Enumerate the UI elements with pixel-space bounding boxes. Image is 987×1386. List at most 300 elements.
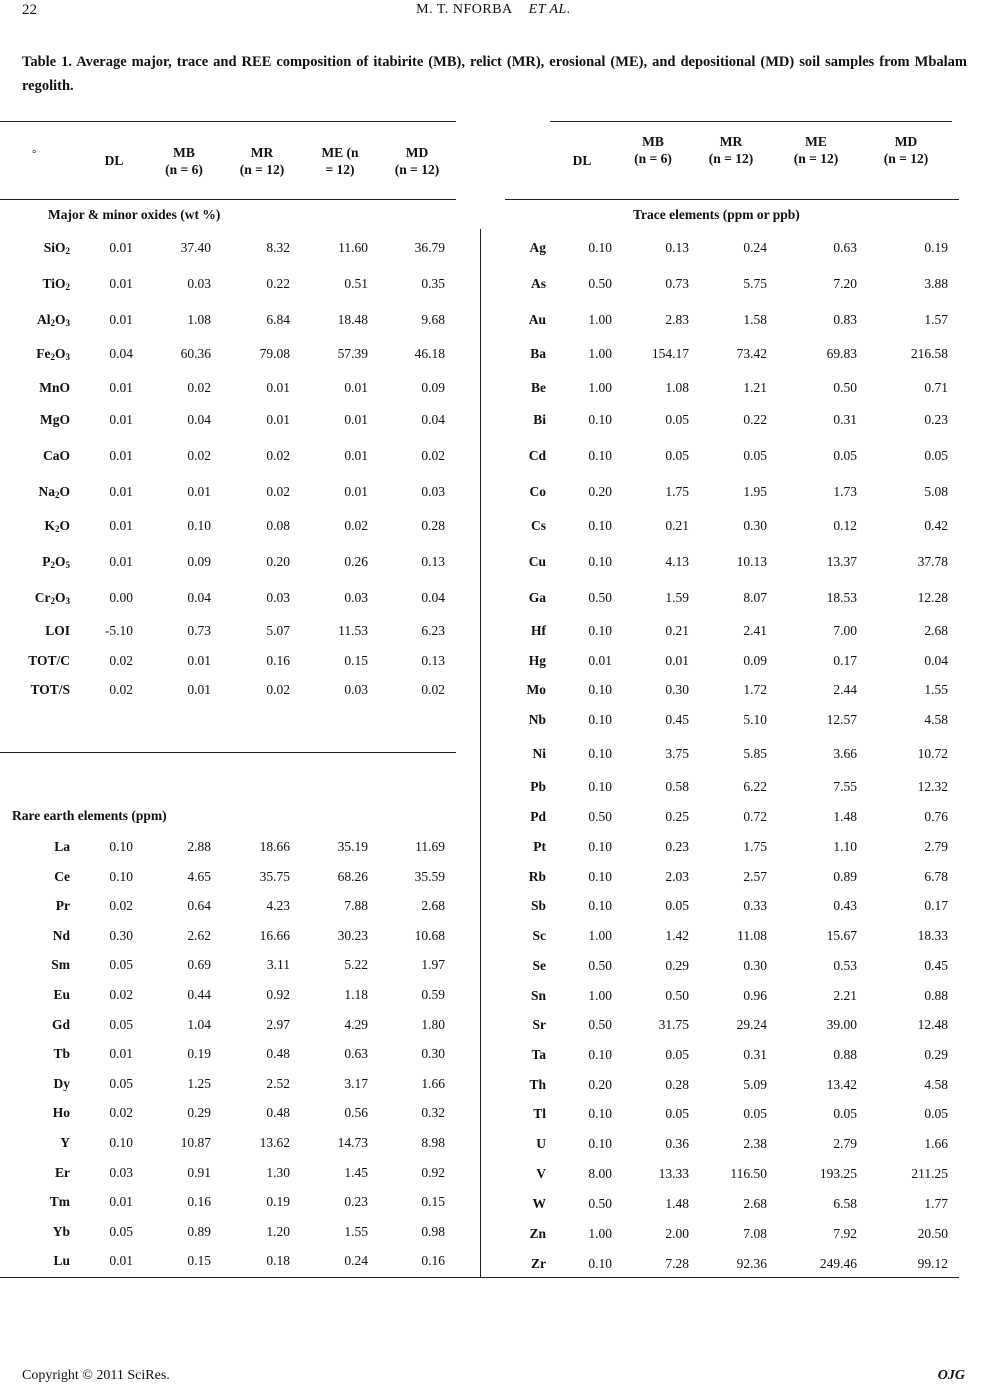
table-cell: 36.79	[414, 240, 445, 255]
row-label: Tm	[49, 1194, 70, 1209]
table-cell: 0.09	[743, 653, 767, 668]
table-cell: 0.16	[187, 1194, 211, 1209]
table-cell: 8.07	[743, 590, 767, 605]
table-cell: 6.23	[421, 623, 445, 638]
table-cell: 4.29	[344, 1017, 368, 1032]
table-cell: 7.20	[833, 276, 857, 291]
table-cell: 37.78	[917, 554, 948, 569]
table-cell: 1.00	[588, 312, 612, 327]
row-label: Sn	[530, 988, 546, 1003]
table-cell: 1.66	[421, 1076, 445, 1091]
table-cell: 0.56	[344, 1105, 368, 1120]
row-label: SiO$_2$	[43, 240, 70, 256]
row-label: Yb	[52, 1224, 70, 1239]
row-label: $K_2O$	[44, 518, 70, 534]
table-cell: 31.75	[658, 1017, 689, 1032]
table-cell: 3.17	[344, 1076, 368, 1091]
table-cell: 0.05	[109, 1224, 133, 1239]
table-cell: 0.50	[588, 1017, 612, 1032]
table-cell: 0.53	[833, 958, 857, 973]
table-cell: 0.10	[588, 779, 612, 794]
table-cell: 0.10	[588, 1136, 612, 1151]
table-cell: 12.48	[917, 1017, 948, 1032]
table-cell: 6.84	[266, 312, 290, 327]
table-cell: 0.43	[833, 898, 857, 913]
table-cell: 0.30	[109, 928, 133, 943]
table-cell: 2.83	[665, 312, 689, 327]
left-header-label: ME (n	[321, 145, 359, 160]
table-cell: 0.22	[266, 276, 290, 291]
running-header	[0, 2, 987, 18]
journal-abbrev: OJG	[937, 1368, 965, 1383]
table-cell: 0.15	[187, 1253, 211, 1268]
table-cell: 13.33	[658, 1166, 689, 1181]
table-cell: 0.42	[924, 518, 948, 533]
table-cell: 4.58	[924, 712, 948, 727]
table-cell: 0.73	[665, 276, 689, 291]
row-label: Dy	[53, 1076, 70, 1091]
table-cell: 1.18	[344, 987, 368, 1002]
table-cell: 2.97	[266, 1017, 290, 1032]
right-header-label: MB	[642, 134, 664, 149]
row-label: Be	[531, 380, 546, 395]
table-cell: 0.18	[266, 1253, 290, 1268]
table-cell: 0.01	[109, 412, 133, 427]
table-cell: 0.04	[421, 590, 445, 605]
table-cell: 0.05	[743, 448, 767, 463]
row-label: Pd	[530, 809, 546, 824]
table-cell: 0.03	[266, 590, 290, 605]
table-cell: 0.10	[588, 240, 612, 255]
table-cell: 0.09	[187, 554, 211, 569]
right-bottom-rule	[480, 1277, 959, 1278]
row-label: LOI	[45, 623, 70, 638]
table-cell: 7.08	[743, 1226, 767, 1241]
table-cell: 1.04	[187, 1017, 211, 1032]
table-cell: 1.55	[344, 1224, 368, 1239]
row-label: Rb	[528, 869, 546, 884]
table-cell: 6.58	[833, 1196, 857, 1211]
table-cell: 0.10	[588, 682, 612, 697]
right-top-rule	[550, 121, 952, 122]
left-header-4	[372, 144, 462, 178]
right-header-label: ME	[805, 134, 827, 149]
table-cell: 0.10	[588, 554, 612, 569]
table-cell: 2.79	[924, 839, 948, 854]
table-cell: 0.22	[743, 412, 767, 427]
table-cell: 0.21	[665, 518, 689, 533]
row-label: Tb	[53, 1046, 70, 1061]
row-label: Mo	[526, 682, 546, 697]
table-cell: 4.23	[266, 898, 290, 913]
table-cell: 0.05	[665, 448, 689, 463]
table-cell: 5.85	[743, 746, 767, 761]
table-cell: 2.68	[924, 623, 948, 638]
table-cell: 0.23	[665, 839, 689, 854]
row-label: $P_2O_5$	[42, 554, 70, 570]
table-cell: 0.01	[187, 682, 211, 697]
table-cell: 0.30	[743, 958, 767, 973]
table-cell: 0.01	[109, 1046, 133, 1061]
left-top-rule	[0, 121, 456, 122]
table-cell: 0.10	[588, 412, 612, 427]
table-cell: 0.17	[924, 898, 948, 913]
table-cell: 8.98	[421, 1135, 445, 1150]
corner-symbol: °	[32, 148, 37, 160]
table-cell: 0.13	[421, 653, 445, 668]
table-cell: 1.95	[743, 484, 767, 499]
row-label: Tl	[533, 1106, 546, 1121]
trace-row	[0, 958, 987, 978]
table-cell: 0.48	[266, 1046, 290, 1061]
table-cell: 0.63	[833, 240, 857, 255]
left-bottom-rule	[0, 1277, 480, 1278]
table-cell: 2.57	[743, 869, 767, 884]
table-cell: 13.62	[259, 1135, 290, 1150]
table-cell: 0.30	[665, 682, 689, 697]
row-label: Zn	[529, 1226, 546, 1241]
author-suffix: ET AL.	[528, 2, 571, 17]
left-header-2	[217, 144, 307, 178]
table-cell: 0.02	[109, 1105, 133, 1120]
table-cell: 0.05	[665, 1047, 689, 1062]
table-cell: 4.65	[187, 869, 211, 884]
right-header-label: MD	[894, 134, 918, 149]
table-cell: 2.38	[743, 1136, 767, 1151]
table-cell: 1.45	[344, 1165, 368, 1180]
trace-row	[0, 1226, 987, 1246]
table-cell: 2.21	[833, 988, 857, 1003]
trace-row	[0, 518, 987, 538]
table-cell: 1.72	[743, 682, 767, 697]
table-cell: 0.01	[266, 412, 290, 427]
table-cell: 0.45	[924, 958, 948, 973]
table-cell: 20.50	[917, 1226, 948, 1241]
trace-row	[0, 779, 987, 799]
table-cell: 0.88	[924, 988, 948, 1003]
row-label: Nb	[528, 712, 546, 727]
right-header-label: MR	[719, 134, 743, 149]
table-cell: 0.01	[187, 653, 211, 668]
table-cell: 73.42	[736, 346, 767, 361]
table-cell: 0.16	[421, 1253, 445, 1268]
row-label: Au	[528, 312, 546, 327]
table-cell: 9.68	[421, 312, 445, 327]
table-cell: 0.03	[187, 276, 211, 291]
table-cell: 0.92	[421, 1165, 445, 1180]
table-cell: 10.13	[736, 554, 767, 569]
table-cell: 0.05	[665, 898, 689, 913]
row-label: $Fe_2O_3$	[36, 346, 70, 362]
table-cell: 0.63	[344, 1046, 368, 1061]
table-cell: 0.44	[187, 987, 211, 1002]
table-cell: 0.15	[421, 1194, 445, 1209]
right-header-3	[771, 133, 861, 167]
table-cell: 0.03	[109, 1165, 133, 1180]
table-cell: 0.24	[743, 240, 767, 255]
table-cell: 0.29	[924, 1047, 948, 1062]
table-cell: 1.20	[266, 1224, 290, 1239]
row-label: Pb	[530, 779, 546, 794]
row-label: MgO	[40, 412, 70, 427]
table-cell: 0.20	[588, 484, 612, 499]
trace-row	[0, 928, 987, 948]
table-cell: 0.05	[833, 1106, 857, 1121]
table-cell: 1.97	[421, 957, 445, 972]
table-cell: 0.17	[833, 653, 857, 668]
table-cell: 5.09	[743, 1077, 767, 1092]
table-cell: 0.73	[187, 623, 211, 638]
copyright-notice: Copyright © 2011 SciRes.	[22, 1368, 170, 1383]
table-cell: 29.24	[736, 1017, 767, 1032]
table-cell: 116.50	[730, 1166, 767, 1181]
table-cell: 5.75	[743, 276, 767, 291]
table-cell: 7.28	[665, 1256, 689, 1271]
table-cell: 0.26	[344, 554, 368, 569]
table-cell: 1.10	[833, 839, 857, 854]
row-label: Ag	[529, 240, 546, 255]
left-header-label: DL	[104, 153, 124, 168]
trace-row	[0, 898, 987, 918]
row-label: Se	[532, 958, 546, 973]
table-cell: 0.32	[421, 1105, 445, 1120]
row-label: Sc	[532, 928, 546, 943]
table-cell: 57.39	[337, 346, 368, 361]
table-cell: 0.83	[833, 312, 857, 327]
row-label: Cd	[528, 448, 546, 463]
table-cell: 4.58	[924, 1077, 948, 1092]
table-cell: 0.31	[833, 412, 857, 427]
table-cell: 6.78	[924, 869, 948, 884]
table-cell: 1.73	[833, 484, 857, 499]
table-cell: 0.02	[421, 682, 445, 697]
table-cell: 2.68	[743, 1196, 767, 1211]
trace-row	[0, 1047, 987, 1067]
table-cell: 0.01	[266, 380, 290, 395]
table-cell: 2.00	[665, 1226, 689, 1241]
table-cell: 1.57	[924, 312, 948, 327]
table-cell: 0.01	[109, 518, 133, 533]
table-cell: 1.66	[924, 1136, 948, 1151]
table-cell: 0.29	[187, 1105, 211, 1120]
table-cell: 0.05	[924, 1106, 948, 1121]
table-cell: 0.58	[665, 779, 689, 794]
table-cell: 0.05	[665, 1106, 689, 1121]
trace-row	[0, 554, 987, 574]
trace-row	[0, 1136, 987, 1156]
table-cell: 0.10	[588, 869, 612, 884]
table-cell: 35.19	[337, 839, 368, 854]
row-label: U	[536, 1136, 546, 1151]
right-header-2	[686, 133, 776, 167]
table-cell: 0.71	[924, 380, 948, 395]
right-header-1	[608, 133, 698, 167]
table-cell: 0.50	[588, 1196, 612, 1211]
table-cell: 10.87	[180, 1135, 211, 1150]
trace-row	[0, 380, 987, 400]
table-cell: 0.10	[588, 1256, 612, 1271]
table-cell: 0.01	[344, 484, 368, 499]
trace-row	[0, 412, 987, 432]
trace-row	[0, 869, 987, 889]
table-cell: 5.08	[924, 484, 948, 499]
table-cell: 0.02	[266, 484, 290, 499]
table-cell: 0.05	[109, 957, 133, 972]
table-cell: 0.76	[924, 809, 948, 824]
table-cell: 0.01	[109, 380, 133, 395]
row-label: Lu	[53, 1253, 70, 1268]
table-cell: 0.10	[588, 839, 612, 854]
table-cell: 11.60	[338, 240, 368, 255]
table-cell: 68.26	[337, 869, 368, 884]
table-cell: 1.00	[588, 1226, 612, 1241]
table-cell: 0.02	[187, 448, 211, 463]
trace-row	[0, 1106, 987, 1126]
table-cell: 0.02	[187, 380, 211, 395]
table-cell: 0.03	[421, 484, 445, 499]
table-cell: 1.08	[187, 312, 211, 327]
row-label: Sb	[530, 898, 546, 913]
table-cell: 1.21	[743, 380, 767, 395]
table-cell: 18.48	[337, 312, 368, 327]
table-cell: 15.67	[826, 928, 857, 943]
row-label: Zr	[531, 1256, 546, 1271]
table-cell: 3.11	[266, 957, 290, 972]
table-cell: 249.46	[819, 1256, 857, 1271]
table-cell: 0.05	[924, 448, 948, 463]
table-cell: 0.01	[109, 554, 133, 569]
trace-row	[0, 712, 987, 732]
table-cell: 30.23	[337, 928, 368, 943]
table-cell: 1.00	[588, 988, 612, 1003]
table-cell: 1.00	[588, 380, 612, 395]
trace-row	[0, 1077, 987, 1097]
table-cell: 0.59	[421, 987, 445, 1002]
table-cell: 0.20	[588, 1077, 612, 1092]
row-label: W	[532, 1196, 546, 1211]
table-cell: 0.01	[109, 276, 133, 291]
trace-section-title: Trace elements (ppm or ppb)	[633, 207, 800, 222]
table-cell: 0.10	[109, 869, 133, 884]
row-label: As	[530, 276, 546, 291]
trace-row	[0, 276, 987, 296]
row-label: Sr	[532, 1017, 546, 1032]
table-cell: 0.19	[187, 1046, 211, 1061]
table-cell: 2.79	[833, 1136, 857, 1151]
table-cell: 35.75	[259, 869, 290, 884]
table-cell: 0.88	[833, 1047, 857, 1062]
row-label: Hg	[528, 653, 546, 668]
table-caption: Table 1. Average major, trace and REE composition of itabirite (MB), relict (MR), erosional (ME), and depositional (MD) soil samples from Mbalam regolith.	[22, 54, 967, 94]
table-cell: 11.08	[737, 928, 767, 943]
page-number: 22	[22, 2, 37, 18]
table-cell: 0.02	[344, 518, 368, 533]
table-cell: 0.25	[665, 809, 689, 824]
table-cell: 1.77	[924, 1196, 948, 1211]
table-cell: 0.05	[665, 412, 689, 427]
table-cell: 0.92	[266, 987, 290, 1002]
table-cell: 0.21	[665, 623, 689, 638]
table-cell: 0.28	[665, 1077, 689, 1092]
table-cell: 39.00	[826, 1017, 857, 1032]
table-cell: 0.35	[421, 276, 445, 291]
table-cell: 10.68	[414, 928, 445, 943]
left-header-label: MR	[250, 145, 274, 160]
table-cell: 0.10	[109, 1135, 133, 1150]
row-label: Gd	[51, 1017, 70, 1032]
table-cell: 0.01	[187, 484, 211, 499]
row-label: V	[536, 1166, 546, 1181]
table-cell: 3.75	[665, 746, 689, 761]
table-cell: 0.01	[344, 448, 368, 463]
table-cell: 0.03	[344, 682, 368, 697]
row-label: Eu	[53, 987, 70, 1002]
table-cell: 2.41	[743, 623, 767, 638]
left-header-rule	[0, 199, 456, 200]
table-cell: 13.37	[826, 554, 857, 569]
row-label: Ni	[532, 746, 546, 761]
table-cell: 13.42	[826, 1077, 857, 1092]
table-cell: 0.45	[665, 712, 689, 727]
trace-row	[0, 312, 987, 332]
table-cell: 0.91	[187, 1165, 211, 1180]
trace-row	[0, 1017, 987, 1037]
table-cell: 0.36	[665, 1136, 689, 1151]
table-cell: 0.69	[187, 957, 211, 972]
table-cell: 0.02	[109, 682, 133, 697]
table-cell: 1.00	[588, 346, 612, 361]
table-cell: 0.31	[743, 1047, 767, 1062]
left-header-sublabel: (n = 6)	[165, 162, 203, 177]
right-header-label: DL	[572, 153, 592, 168]
table-cell: 11.53	[338, 623, 368, 638]
trace-row	[0, 653, 987, 673]
row-label: Ta	[531, 1047, 546, 1062]
table-cell: 0.96	[743, 988, 767, 1003]
table-cell: 0.10	[187, 518, 211, 533]
table-cell: 2.03	[665, 869, 689, 884]
table-cell: 1.75	[665, 484, 689, 499]
row-label: Nd	[52, 928, 70, 943]
table-cell: 12.28	[917, 590, 948, 605]
table-cell: 0.51	[344, 276, 368, 291]
left-header-sublabel: = 12)	[325, 162, 355, 177]
table-cell: 0.10	[588, 518, 612, 533]
table-cell: 69.83	[826, 346, 857, 361]
table-cell: 0.89	[187, 1224, 211, 1239]
table-cell: 0.10	[109, 839, 133, 854]
table-cell: 0.23	[924, 412, 948, 427]
trace-row	[0, 1166, 987, 1186]
table-cell: 0.10	[588, 448, 612, 463]
trace-row	[0, 746, 987, 766]
table-cell: 10.72	[917, 746, 948, 761]
right-header-4	[861, 133, 951, 167]
right-header-sublabel: (n = 12)	[793, 151, 839, 166]
row-label: La	[54, 839, 70, 854]
table-cell: 11.69	[415, 839, 445, 854]
table-cell: 1.00	[588, 928, 612, 943]
table-cell: 0.03	[344, 590, 368, 605]
table-cell: 0.01	[109, 240, 133, 255]
table-cell: 3.88	[924, 276, 948, 291]
trace-row	[0, 1196, 987, 1216]
table-cell: 2.52	[266, 1076, 290, 1091]
author-name: M. T. NFORBA	[416, 2, 513, 17]
table-cell: 0.09	[421, 380, 445, 395]
table-cell: 193.25	[819, 1166, 857, 1181]
right-header-sublabel: (n = 12)	[883, 151, 929, 166]
